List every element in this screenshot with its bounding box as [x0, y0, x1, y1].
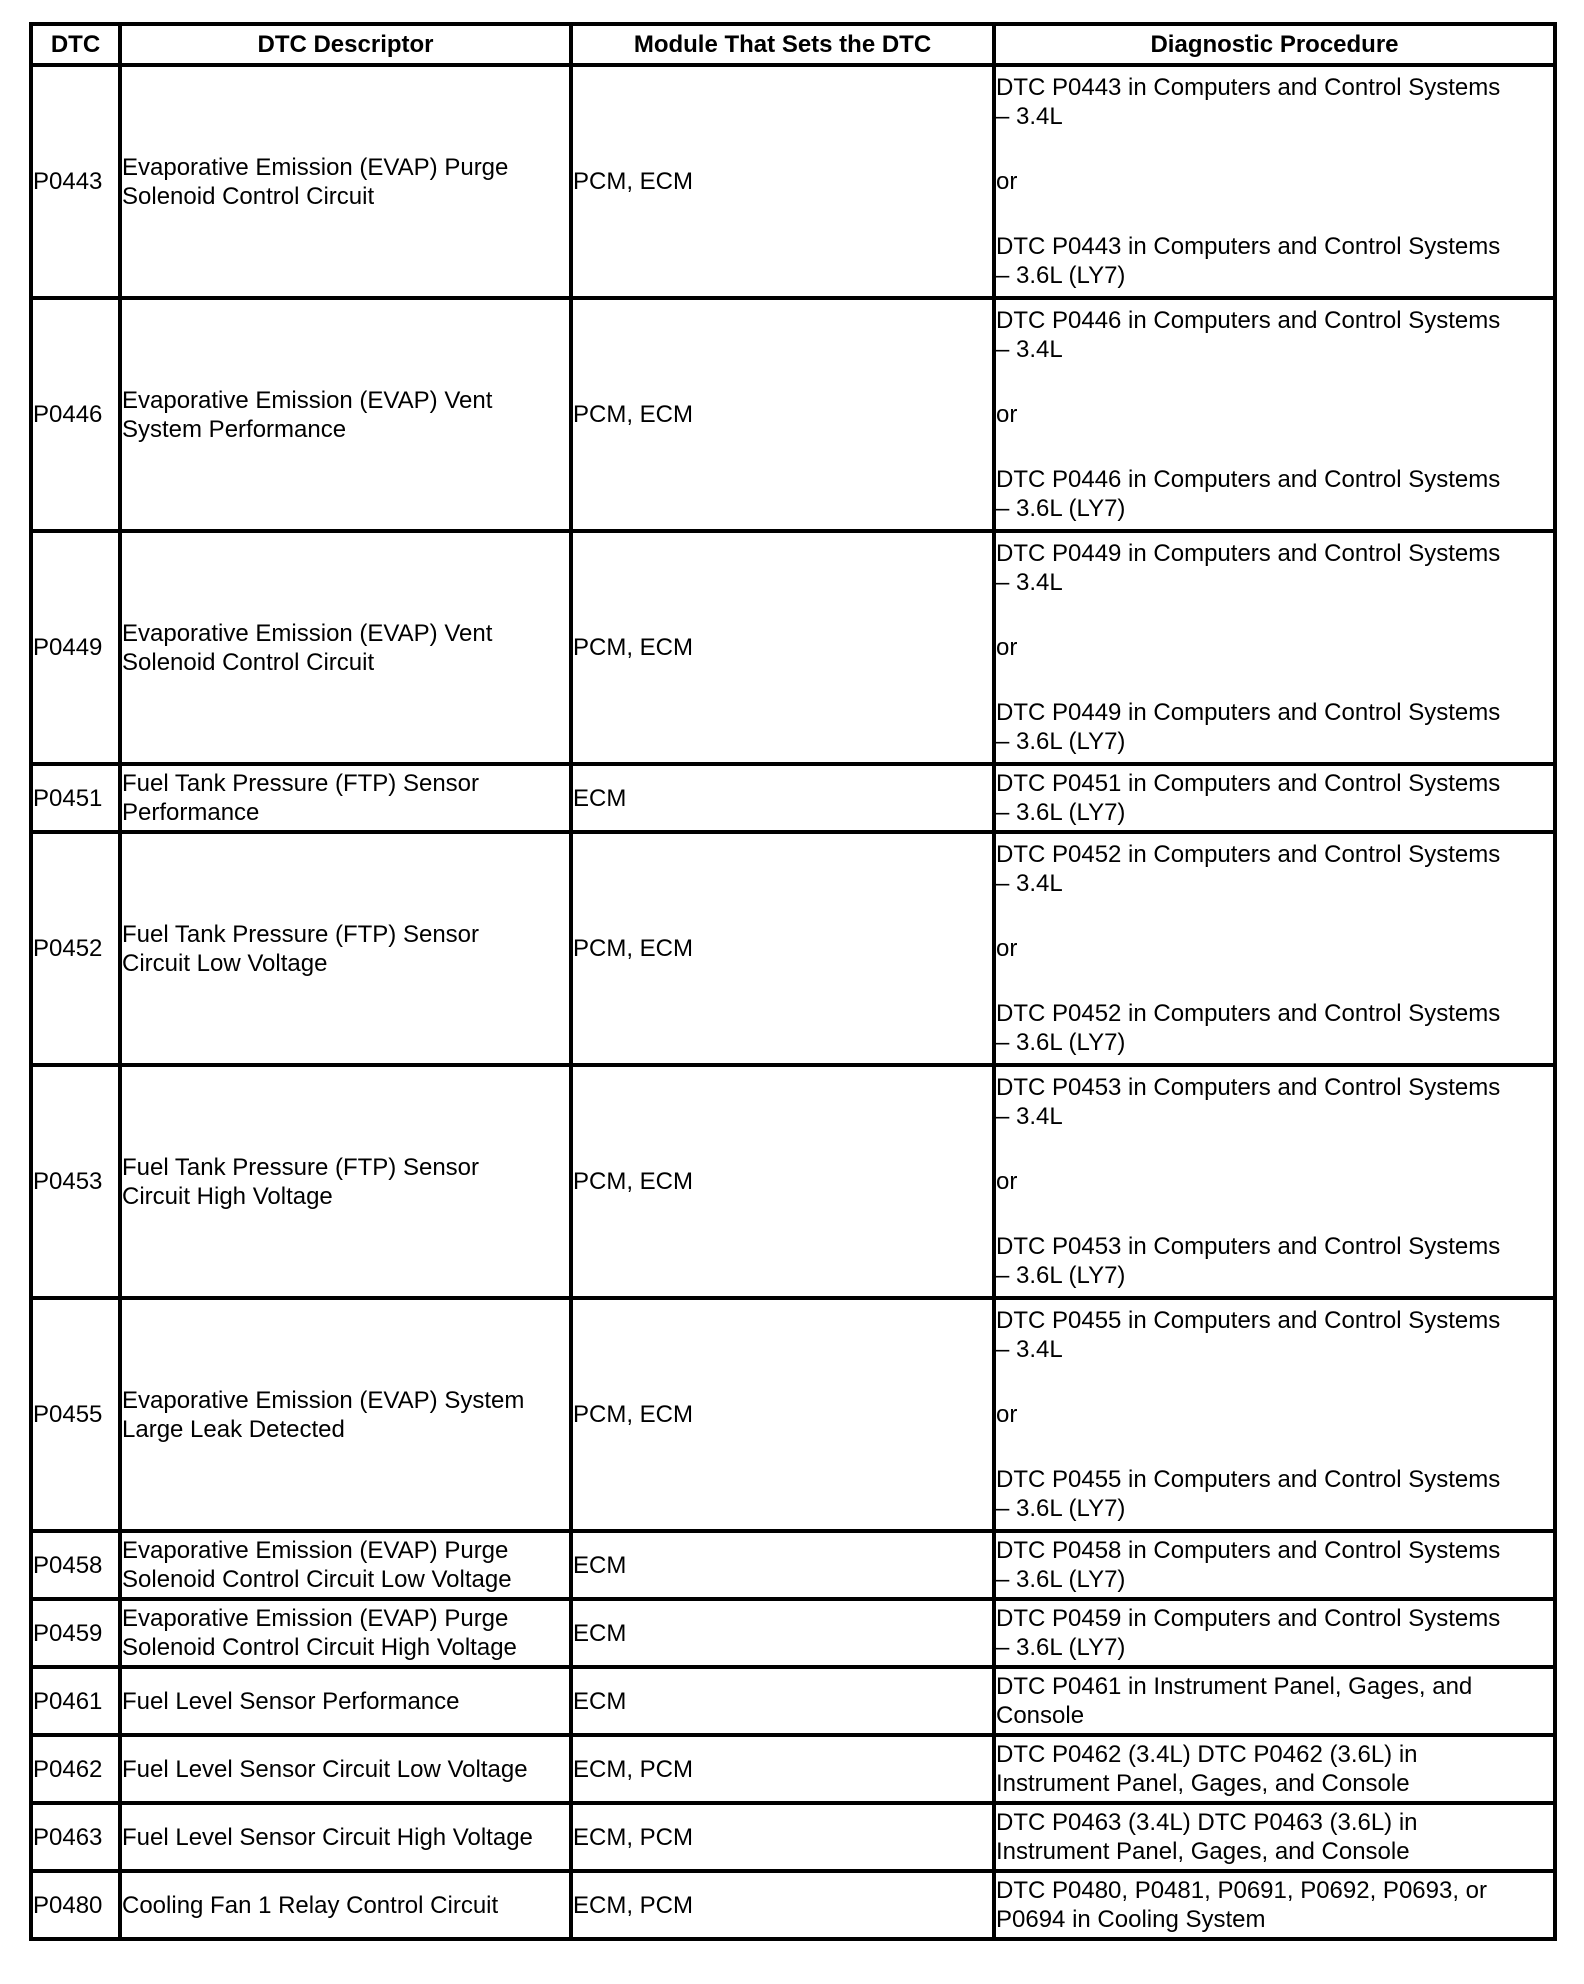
table-row	[31, 298, 1555, 531]
table-header-row	[31, 24, 1555, 65]
header-dtc: DTC	[31, 24, 120, 65]
procedure-spacer	[996, 131, 1553, 167]
descriptor-line: Fuel Level Sensor Performance	[122, 1687, 460, 1715]
dtc-code: P0453	[31, 1065, 120, 1298]
procedure-line: – 3.4L	[996, 569, 1063, 596]
procedure-line: – 3.4L	[996, 1103, 1063, 1130]
descriptor-line: Evaporative Emission (EVAP) Vent	[122, 619, 493, 647]
descriptor-line: Solenoid Control Circuit	[122, 182, 375, 210]
procedure-line: – 3.4L	[996, 870, 1063, 897]
procedure-line: DTC P0449 in Computers and Control Systems	[996, 540, 1501, 567]
descriptor-line: Fuel Tank Pressure (FTP) Sensor	[122, 1153, 480, 1181]
dtc-descriptor	[120, 764, 571, 832]
procedure-line: DTC P0480, P0481, P0691, P0692, P0693, or	[996, 1877, 1488, 1904]
descriptor-line: Fuel Level Sensor Circuit High Voltage	[122, 1823, 533, 1851]
procedure-spacer	[996, 898, 1553, 934]
procedure-spacer	[996, 429, 1553, 465]
procedure-line: DTC P0451 in Computers and Control Systems	[996, 770, 1501, 797]
dtc-code: P0461	[31, 1667, 120, 1735]
descriptor-line: System Performance	[122, 415, 347, 443]
descriptor-line: Circuit Low Voltage	[122, 949, 328, 977]
diagnostic-procedure	[994, 832, 1555, 1065]
header-descriptor: DTC Descriptor	[120, 24, 571, 65]
diagnostic-procedure	[994, 1871, 1555, 1939]
descriptor-line: Evaporative Emission (EVAP) Purge	[122, 1605, 509, 1632]
dtc-code: P0462	[31, 1735, 120, 1803]
procedure-line: or	[996, 168, 1018, 195]
table-row	[31, 531, 1555, 764]
diagnostic-procedure	[994, 65, 1555, 298]
procedure-line: – 3.6L (LY7)	[996, 1634, 1126, 1661]
dtc-descriptor	[120, 298, 571, 531]
table-body	[31, 65, 1555, 1939]
dtc-code: P0443	[31, 65, 120, 298]
table-row	[31, 65, 1555, 298]
dtc-module: ECM, PCM	[571, 1803, 994, 1871]
dtc-code: P0446	[31, 298, 120, 531]
diagnostic-procedure	[994, 1531, 1555, 1599]
descriptor-line: Solenoid Control Circuit High Voltage	[122, 1634, 517, 1661]
dtc-descriptor	[120, 531, 571, 764]
procedure-line: – 3.4L	[996, 103, 1063, 130]
procedure-line: Instrument Panel, Gages, and Console	[996, 1838, 1410, 1865]
table-row	[31, 1871, 1555, 1939]
diagnostic-procedure	[994, 764, 1555, 832]
procedure-line: – 3.4L	[996, 1336, 1063, 1363]
descriptor-line: Solenoid Control Circuit Low Voltage	[122, 1566, 512, 1593]
dtc-code: P0449	[31, 531, 120, 764]
descriptor-line: Circuit High Voltage	[122, 1182, 333, 1210]
table-row	[31, 1803, 1555, 1871]
procedure-line: DTC P0453 in Computers and Control Systems	[996, 1233, 1501, 1260]
procedure-line: – 3.6L (LY7)	[996, 1262, 1126, 1289]
descriptor-line: Cooling Fan 1 Relay Control Circuit	[122, 1891, 499, 1919]
procedure-line: – 3.6L (LY7)	[996, 1029, 1126, 1056]
dtc-descriptor	[120, 1735, 571, 1803]
dtc-code: P0480	[31, 1871, 120, 1939]
procedure-line: DTC P0446 in Computers and Control Systems	[996, 307, 1501, 334]
dtc-module: ECM	[571, 764, 994, 832]
dtc-code: P0458	[31, 1531, 120, 1599]
procedure-line: – 3.6L (LY7)	[996, 1566, 1126, 1593]
dtc-descriptor	[120, 1871, 571, 1939]
procedure-line: DTC P0446 in Computers and Control Systems	[996, 466, 1501, 493]
header-module: Module That Sets the DTC	[571, 24, 994, 65]
dtc-module: PCM, ECM	[571, 1298, 994, 1531]
procedure-spacer	[996, 1429, 1553, 1465]
dtc-descriptor	[120, 1298, 571, 1531]
procedure-line: P0694 in Cooling System	[996, 1906, 1266, 1933]
procedure-line: – 3.4L	[996, 336, 1063, 363]
dtc-module: PCM, ECM	[571, 298, 994, 531]
procedure-line: or	[996, 401, 1018, 428]
procedure-line: or	[996, 634, 1018, 661]
diagnostic-procedure	[994, 1667, 1555, 1735]
header-procedure: Diagnostic Procedure	[994, 24, 1555, 65]
procedure-line: – 3.6L (LY7)	[996, 799, 1126, 826]
dtc-module: ECM	[571, 1531, 994, 1599]
dtc-descriptor	[120, 1531, 571, 1599]
descriptor-line: Evaporative Emission (EVAP) Purge	[122, 1537, 509, 1564]
procedure-line: DTC P0452 in Computers and Control Systems	[996, 1000, 1501, 1027]
diagnostic-procedure	[994, 1599, 1555, 1667]
dtc-module: ECM	[571, 1667, 994, 1735]
procedure-spacer	[996, 1196, 1553, 1232]
procedure-line: DTC P0449 in Computers and Control Systems	[996, 699, 1501, 726]
dtc-descriptor	[120, 65, 571, 298]
dtc-module: ECM, PCM	[571, 1871, 994, 1939]
procedure-line: DTC P0458 in Computers and Control Systems	[996, 1537, 1501, 1564]
procedure-spacer	[996, 662, 1553, 698]
dtc-descriptor	[120, 1803, 571, 1871]
descriptor-line: Large Leak Detected	[122, 1415, 345, 1443]
table-row	[31, 832, 1555, 1065]
procedure-spacer	[996, 364, 1553, 400]
dtc-module: PCM, ECM	[571, 832, 994, 1065]
diagnostic-procedure	[994, 1735, 1555, 1803]
diagnostic-procedure	[994, 1803, 1555, 1871]
procedure-line: DTC P0453 in Computers and Control Systems	[996, 1074, 1501, 1101]
procedure-line: or	[996, 1401, 1018, 1428]
procedure-spacer	[996, 1364, 1553, 1400]
procedure-spacer	[996, 1131, 1553, 1167]
procedure-line: DTC P0462 (3.4L) DTC P0462 (3.6L) in	[996, 1741, 1418, 1768]
procedure-line: or	[996, 1168, 1018, 1195]
procedure-line: – 3.6L (LY7)	[996, 262, 1126, 289]
dtc-descriptor	[120, 832, 571, 1065]
table-row	[31, 1531, 1555, 1599]
diagnostic-procedure	[994, 1298, 1555, 1531]
descriptor-line: Evaporative Emission (EVAP) Purge	[122, 153, 509, 181]
procedure-line: DTC P0455 in Computers and Control Systems	[996, 1307, 1501, 1334]
table-row	[31, 764, 1555, 832]
descriptor-line: Solenoid Control Circuit	[122, 648, 375, 676]
procedure-line: DTC P0452 in Computers and Control Systems	[996, 841, 1501, 868]
diagnostic-procedure	[994, 531, 1555, 764]
dtc-module: ECM, PCM	[571, 1735, 994, 1803]
table-row	[31, 1298, 1555, 1531]
procedure-line: – 3.6L (LY7)	[996, 728, 1126, 755]
table-row	[31, 1599, 1555, 1667]
procedure-line: Instrument Panel, Gages, and Console	[996, 1770, 1410, 1797]
procedure-line: Console	[996, 1702, 1085, 1729]
procedure-line: DTC P0461 in Instrument Panel, Gages, and	[996, 1673, 1473, 1700]
procedure-spacer	[996, 963, 1553, 999]
dtc-code: P0452	[31, 832, 120, 1065]
dtc-module: ECM	[571, 1599, 994, 1667]
procedure-spacer	[996, 196, 1553, 232]
descriptor-line: Fuel Tank Pressure (FTP) Sensor	[122, 770, 480, 797]
table-row	[31, 1065, 1555, 1298]
dtc-code: P0455	[31, 1298, 120, 1531]
dtc-module: PCM, ECM	[571, 531, 994, 764]
procedure-line: DTC P0463 (3.4L) DTC P0463 (3.6L) in	[996, 1809, 1418, 1836]
procedure-line: DTC P0455 in Computers and Control Systems	[996, 1466, 1501, 1493]
dtc-code: P0459	[31, 1599, 120, 1667]
procedure-spacer	[996, 597, 1553, 633]
diagnostic-procedure	[994, 298, 1555, 531]
dtc-code: P0463	[31, 1803, 120, 1871]
procedure-line: DTC P0459 in Computers and Control Systems	[996, 1605, 1501, 1632]
procedure-line: – 3.6L (LY7)	[996, 1495, 1126, 1522]
descriptor-line: Evaporative Emission (EVAP) System	[122, 1386, 525, 1414]
procedure-line: DTC P0443 in Computers and Control Systems	[996, 74, 1501, 101]
procedure-line: – 3.6L (LY7)	[996, 495, 1126, 522]
dtc-descriptor	[120, 1599, 571, 1667]
diagnostic-procedure	[994, 1065, 1555, 1298]
dtc-module: PCM, ECM	[571, 1065, 994, 1298]
descriptor-line: Fuel Tank Pressure (FTP) Sensor	[122, 920, 480, 948]
dtc-table	[29, 22, 1557, 1941]
table-row	[31, 1667, 1555, 1735]
table-row	[31, 1735, 1555, 1803]
descriptor-line: Fuel Level Sensor Circuit Low Voltage	[122, 1755, 528, 1783]
procedure-line: or	[996, 935, 1018, 962]
dtc-descriptor	[120, 1667, 571, 1735]
dtc-code: P0451	[31, 764, 120, 832]
descriptor-line: Evaporative Emission (EVAP) Vent	[122, 386, 493, 414]
procedure-line: DTC P0443 in Computers and Control Systems	[996, 233, 1501, 260]
descriptor-line: Performance	[122, 799, 260, 826]
dtc-module: PCM, ECM	[571, 65, 994, 298]
dtc-descriptor	[120, 1065, 571, 1298]
